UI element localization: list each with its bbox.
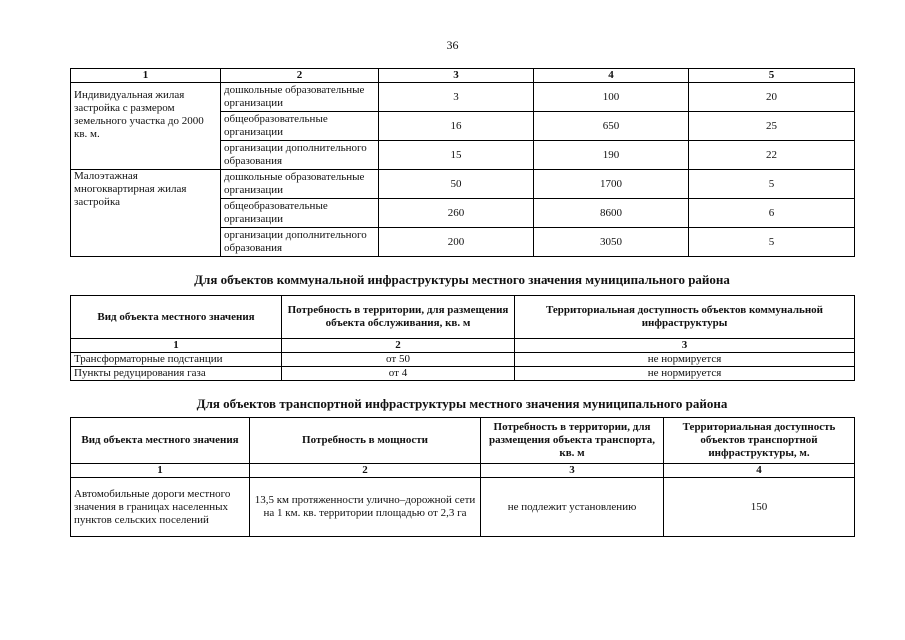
facility-type: организации дополнительного образования — [221, 141, 379, 170]
object-name: Пункты редуцирования газа — [71, 367, 282, 381]
column-header: Потребность в территории, для размещения объекта транспорта, кв. м — [481, 418, 664, 464]
facility-type: общеобразовательные организации — [221, 199, 379, 228]
table-transport-infrastructure — [70, 417, 855, 537]
value-cell: 3 — [379, 83, 534, 112]
facility-type: дошкольные образовательные организации — [221, 170, 379, 199]
column-number: 3 — [515, 339, 855, 353]
column-number: 4 — [534, 69, 689, 83]
column-header: Территориальная доступность объектов коммунальной инфраструктуры — [515, 296, 855, 339]
area-value: от 50 — [282, 353, 515, 367]
value-cell: 50 — [379, 170, 534, 199]
section-title-communal: Для объектов коммунальной инфраструктуры местного значения муниципального района — [194, 272, 730, 287]
area-value: от 4 — [282, 367, 515, 381]
value-cell: 8600 — [534, 199, 689, 228]
access-value: 150 — [664, 478, 855, 537]
value-cell: 15 — [379, 141, 534, 170]
column-number: 4 — [664, 464, 855, 478]
value-cell: 1700 — [534, 170, 689, 199]
facility-type: организации дополнительного образования — [221, 228, 379, 257]
category-label: Индивидуальная жилая застройка с размером земельного участка до 2000 кв. м. — [74, 89, 204, 140]
category-label: Малоэтажная многоквартирная жилая застройка — [74, 170, 187, 208]
value-cell: 25 — [689, 112, 855, 141]
page-number: 36 — [446, 38, 459, 52]
table-row — [71, 367, 855, 381]
value-cell: 200 — [379, 228, 534, 257]
table-row — [71, 83, 855, 112]
value-cell: 6 — [689, 199, 855, 228]
column-number: 2 — [221, 69, 379, 83]
value-cell: 260 — [379, 199, 534, 228]
column-number: 1 — [71, 339, 282, 353]
value-cell: 20 — [689, 83, 855, 112]
column-header: Вид объекта местного значения — [71, 418, 250, 464]
value-cell: 650 — [534, 112, 689, 141]
category-cell — [71, 83, 221, 170]
column-number: 2 — [250, 464, 481, 478]
facility-type: дошкольные образовательные организации — [221, 83, 379, 112]
column-number: 1 — [71, 69, 221, 83]
table-header-numbers — [71, 464, 855, 478]
table-education-norms — [70, 68, 855, 257]
table-header-numbers — [71, 339, 855, 353]
table-communal-infrastructure — [70, 295, 855, 381]
value-cell: 190 — [534, 141, 689, 170]
value-cell: 22 — [689, 141, 855, 170]
access-value: не нормируется — [515, 353, 855, 367]
table-row — [71, 170, 855, 199]
object-name: Автомобильные дороги местного значения в границах населенных пунктов сельских поселений — [71, 478, 250, 537]
value-cell: 5 — [689, 228, 855, 257]
table-header — [71, 418, 855, 464]
access-value: не нормируется — [515, 367, 855, 381]
value-cell: 100 — [534, 83, 689, 112]
column-number: 1 — [71, 464, 250, 478]
table-row — [71, 478, 855, 537]
column-number: 3 — [379, 69, 534, 83]
column-header: Территориальная доступность объектов транспортной инфраструктуры, м. — [664, 418, 855, 464]
value-cell: 16 — [379, 112, 534, 141]
section-title-transport: Для объектов транспортной инфраструктуры местного значения муниципального района — [196, 396, 728, 411]
column-number: 5 — [689, 69, 855, 83]
object-name: Трансформаторные подстанции — [71, 353, 282, 367]
column-number: 3 — [481, 464, 664, 478]
category-cell — [71, 170, 221, 257]
value-cell: 3050 — [534, 228, 689, 257]
table-header-numbers — [71, 69, 855, 83]
table-header — [71, 296, 855, 339]
column-header: Потребность в мощности — [250, 418, 481, 464]
table-row — [71, 353, 855, 367]
column-number: 2 — [282, 339, 515, 353]
area-value: не подлежит установлению — [481, 478, 664, 537]
column-header: Вид объекта местного значения — [71, 296, 282, 339]
capacity-value: 13,5 км протяженности улично–дорожной сети на 1 км. кв. территории площадью от 2,3 га — [250, 478, 481, 537]
value-cell: 5 — [689, 170, 855, 199]
column-header: Потребность в территории, для размещения объекта обслуживания, кв. м — [282, 296, 515, 339]
facility-type: общеобразовательные организации — [221, 112, 379, 141]
